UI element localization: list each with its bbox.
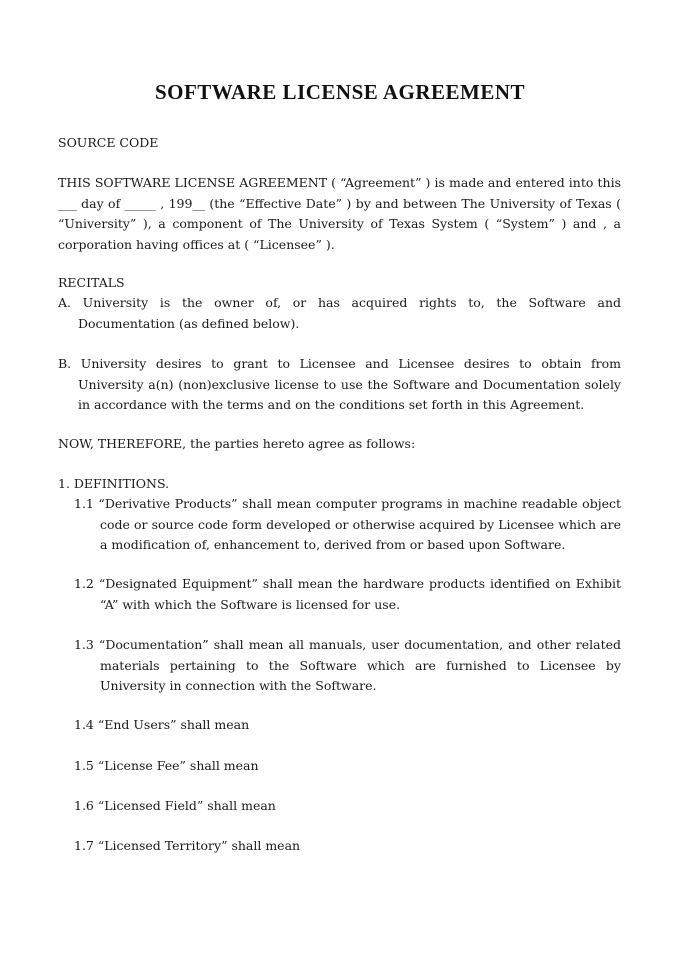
definition-item: 1.1 “Derivative Products” shall mean computer programs in machine readable object code or source code form developed or otherwise acquired by Licensee which are a modification of, enhancement to, derived from or based upon Software. xyxy=(74,496,621,552)
definition-item: 1.6 “Licensed Field” shall mean xyxy=(74,798,276,813)
definitions-heading: 1. DEFINITIONS. xyxy=(58,476,170,491)
recital-b: B. University desires to grant to Licensee and Licensee desires to obtain from University a(n) (non)exclusive license to use the Software and Documentation solely in accordance with the terms and on the conditions set forth in this Agreement. xyxy=(58,356,621,412)
definition-item: 1.2 “Designated Equipment” shall mean the hardware products identified on Exhibit “A” with which the Software is licensed for use. xyxy=(74,576,621,612)
source-code-label: SOURCE CODE xyxy=(58,135,159,150)
recitals-heading: RECITALS xyxy=(58,275,125,290)
recital-a: A. University is the owner of, or has acquired rights to, the Software and Documentation (as defined below). xyxy=(58,295,621,331)
intro-paragraph: THIS SOFTWARE LICENSE AGREEMENT ( “Agreement” ) is made and entered into this ___ day of _____ , 199__ (the “Effective Date” ) by and between The University of Texas ( “University” ), a component of The University of Texas System ( “System” ) and , a corporation having offices at ( “Licensee” ). xyxy=(58,175,621,252)
now-therefore-clause: NOW, THEREFORE, the parties hereto agree as follows: xyxy=(58,436,416,451)
definition-item: 1.7 “Licensed Territory” shall mean xyxy=(74,838,301,853)
definition-item: 1.5 “License Fee” shall mean xyxy=(74,758,259,773)
definition-item: 1.3 “Documentation” shall mean all manuals, user documentation, and other related materials pertaining to the Software which are furnished to Licensee by University in connection with the Software. xyxy=(74,637,621,693)
definition-item: 1.4 “End Users” shall mean xyxy=(74,717,250,732)
document-title: SOFTWARE LICENSE AGREEMENT xyxy=(154,80,526,104)
